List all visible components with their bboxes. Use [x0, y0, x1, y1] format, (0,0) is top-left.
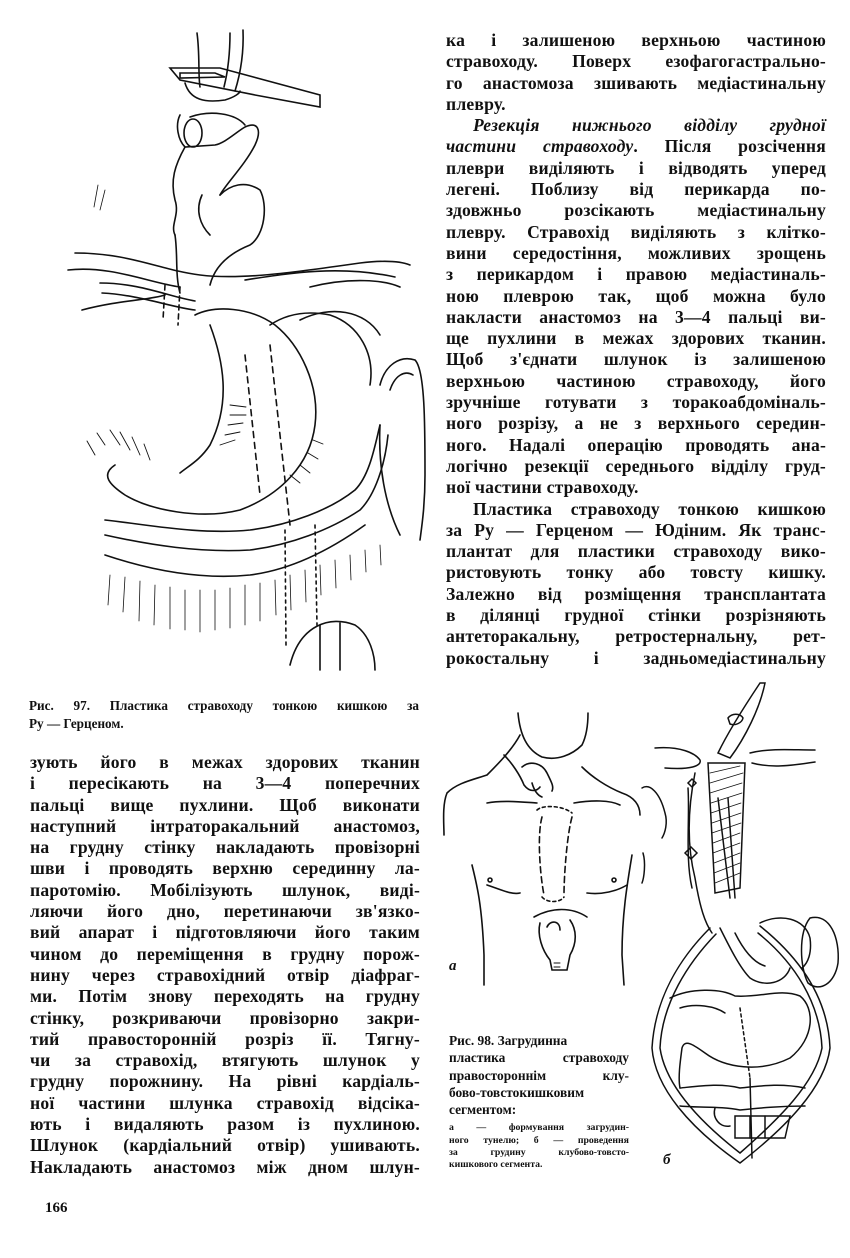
text-line: вий апарат і підготовляючи його таким	[30, 922, 420, 943]
paragraph	[446, 30, 826, 115]
text-line: Накладають анастомоз між дном шлун-	[30, 1156, 420, 1177]
text-line: чином до переміщення в грудну порож-	[30, 943, 420, 964]
text-line: шви і проводять верхню серединну ла-	[30, 858, 420, 879]
section-heading-cont: частини стравоходу	[446, 136, 634, 157]
panel-a-label: а	[449, 958, 457, 974]
caption-line: Ру — Герценом.	[29, 716, 124, 731]
section-heading: Резекція нижнього відділу грудної	[473, 115, 826, 136]
text-line: з перикардом і правою медіастиналь-	[446, 264, 826, 285]
text-line: легені. Поблизу від перикарда по-	[446, 179, 826, 200]
caption-line: правостороннім клу-	[449, 1067, 629, 1083]
figure-97-caption	[29, 697, 419, 733]
caption-line: Рис. 98. Загрудинна	[449, 1033, 568, 1048]
left-column-text	[30, 752, 420, 1178]
figure-97-illustration	[30, 25, 435, 675]
text-run: Як транс-	[726, 519, 826, 540]
text-line: тий правосторонній розріз її. Тягну-	[30, 1028, 420, 1049]
text-line: Залежно від розміщення трансплантата	[446, 583, 826, 604]
figure-98-caption	[449, 1032, 629, 1172]
text-line	[446, 136, 826, 157]
text-line	[446, 520, 826, 541]
text-line: плевру. Стравохід виділяють з клітко-	[446, 221, 826, 242]
text-line: ка і залишеною верхньою частиною	[446, 30, 826, 50]
caption-line: бово-товстокишковим	[449, 1084, 585, 1100]
figure-98a-illustration	[442, 705, 642, 990]
text-line: зручніше готувати з торакоабдоміналь-	[446, 392, 826, 413]
text-line: і пересікають на 3—4 поперечних	[30, 773, 420, 794]
text-line: стравоходу. Поверх езофагогастрально-	[446, 51, 826, 72]
text-line: чи за стравохід, втягують шлунок у	[30, 1050, 420, 1071]
text-line: на грудну стінку накладають провізорні	[30, 837, 420, 858]
text-line: вини середостіння, можливих зрощень	[446, 242, 826, 263]
subcaption-line: ного тунелю; б — проведення	[449, 1134, 629, 1146]
text-line: ного розрізу, а не з верхнього середин-	[446, 413, 826, 434]
text-line: плеври виділяють і відводять уперед	[446, 157, 826, 178]
text-line: ристовують тонку або товсту кишку.	[446, 562, 826, 583]
subcaption-line: а — формування загрудин-	[449, 1122, 629, 1134]
text-line: ють і видаляють разом із пухлиною.	[30, 1114, 420, 1135]
text-line: здовжньо розсікають медіастинальну	[446, 200, 826, 221]
caption-line: Рис. 97. Пластика стравоходу тонкою кишкою за	[29, 698, 419, 713]
text-line: паротомію. Мобілізують шлунок, виді-	[30, 879, 420, 900]
text-line: логічно резекції середнього відділу груд-	[446, 455, 826, 476]
text-line: накласти анастомоз на 3—4 пальці ви-	[446, 306, 826, 327]
subcaption-line: кишкового сегмента.	[449, 1159, 543, 1171]
text-line: го анастомоза зшивають медіастинальну	[446, 72, 826, 93]
text-line: рокостальну і задньомедіастинальну	[446, 647, 826, 668]
section-heading: Пластика стравоходу тонкою кишкою	[473, 498, 826, 519]
text-line: наступний інтраторакальний анастомоз,	[30, 815, 420, 836]
caption-line: пластика стравоходу	[449, 1050, 629, 1066]
paragraph-roux-herzen-yudin	[446, 499, 826, 669]
section-heading-cont: за Ру — Герценом — Юдіним.	[446, 519, 727, 540]
text-line: ної частини шлунка стравохід відсіка-	[30, 1092, 420, 1113]
text-line: ною плеврою так, щоб можна було	[446, 285, 826, 306]
text-line: антеторакальну, ретростернальну, рет-	[446, 626, 826, 647]
text-run: . Після розсічення	[633, 136, 826, 157]
text-line: грудну порожнину. На рівні кардіаль-	[30, 1071, 420, 1092]
text-line: Шлунок (кардіальний отвір) ушивають.	[30, 1135, 420, 1156]
text-line: ще пухлини в межах здорових тканин.	[446, 328, 826, 349]
text-line: Щоб з'єднати шлунок із залишеною	[446, 349, 826, 370]
text-line: верхньою частиною стравоходу, його	[446, 370, 826, 391]
text-line: ми. Потім знову переходять на грудну	[30, 986, 420, 1007]
figure-98-subcaption	[449, 1122, 629, 1171]
figure-98b-illustration	[640, 678, 845, 1168]
text-line: стінку, розкриваючи провізорно закри-	[30, 1007, 420, 1028]
paragraph	[30, 752, 420, 1178]
paragraph-resection-lower-esophagus	[446, 115, 826, 498]
text-line: ного. Надалі операцію проводять ана-	[446, 434, 826, 455]
page-number: 166	[45, 1200, 68, 1216]
subcaption-line: за грудину клубово-товсто-	[449, 1147, 629, 1159]
panel-b-label: б	[663, 1152, 671, 1168]
text-line: ляючи його дно, перетинаючи зв'язко-	[30, 901, 420, 922]
text-line: плантат для пластики стравоходу вико-	[446, 541, 826, 562]
text-line: ної частини стравоходу.	[446, 477, 639, 498]
caption-line: сегментом:	[449, 1102, 517, 1118]
text-line: в ділянці грудної стінки розрізняють	[446, 605, 826, 626]
text-line: зують його в межах здорових тканин	[30, 752, 420, 772]
text-line: плевру.	[446, 93, 506, 114]
text-line: нину через стравохідний отвір діафраг-	[30, 964, 420, 985]
text-line: пальці вище пухлини. Щоб виконати	[30, 794, 420, 815]
right-column-text	[446, 30, 826, 669]
